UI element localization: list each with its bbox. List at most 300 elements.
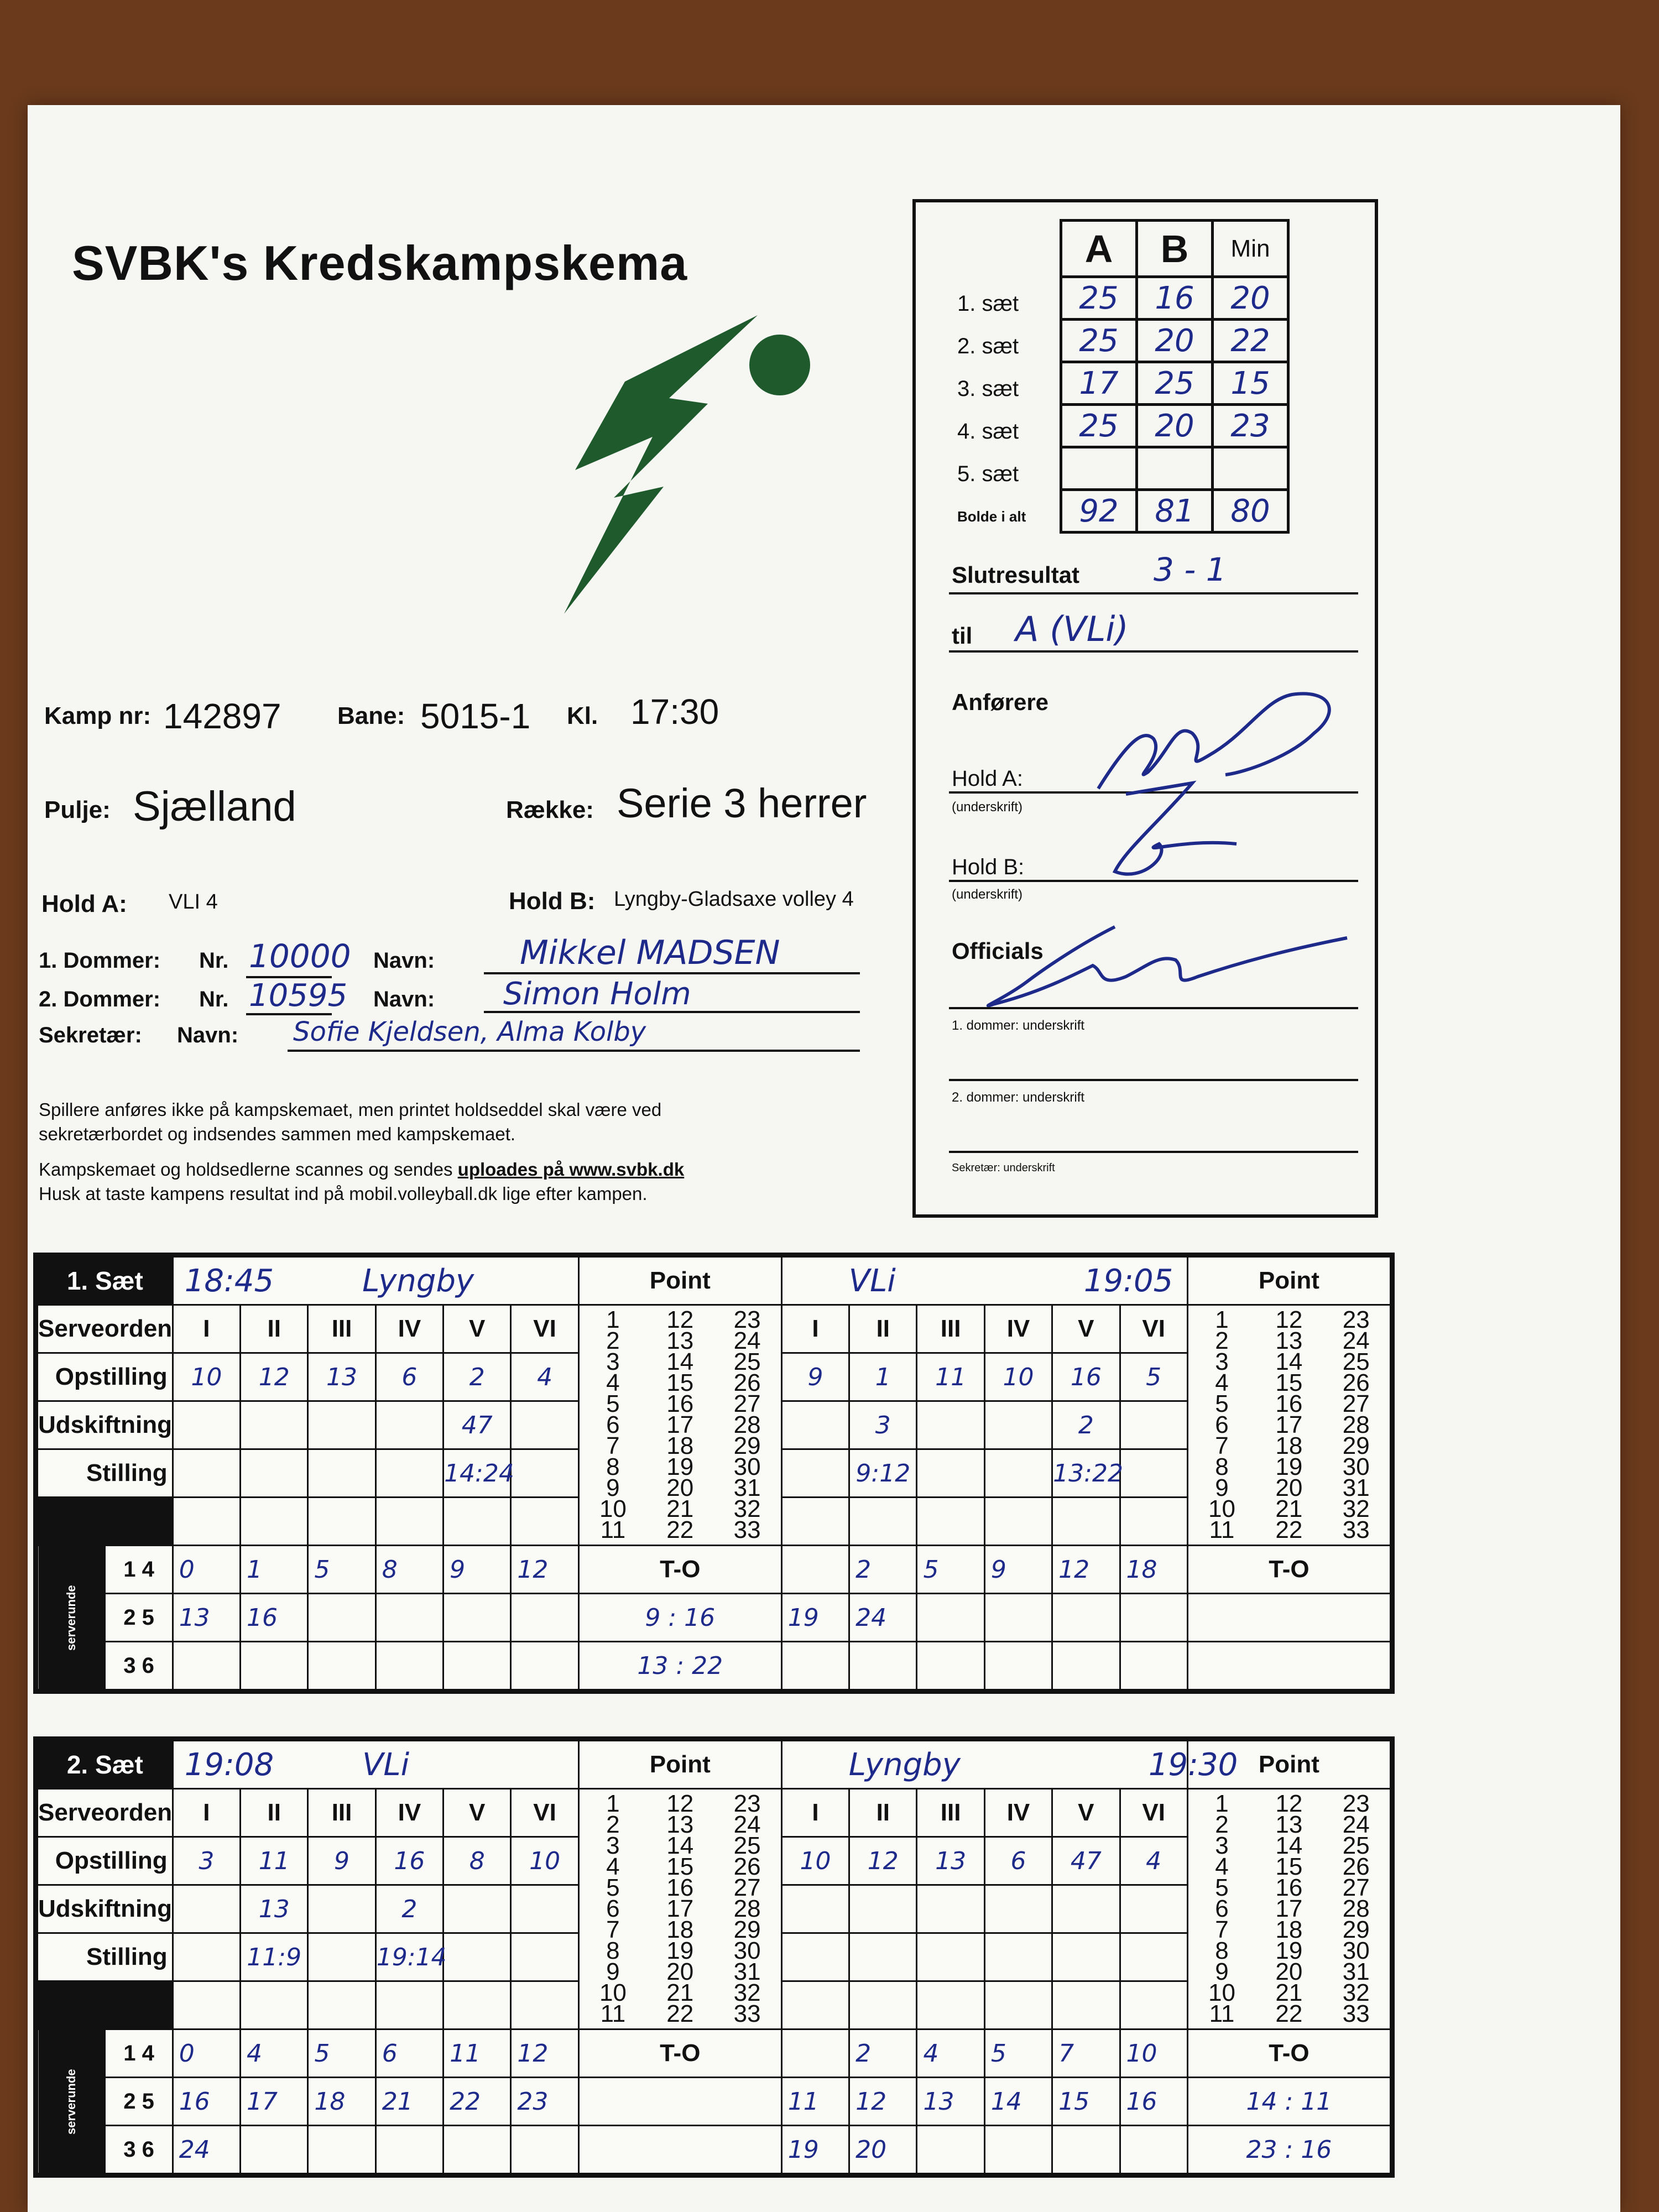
point-number[interactable]: 13 (1275, 1327, 1303, 1354)
point-number[interactable]: 24 (1342, 1327, 1370, 1354)
point-number[interactable]: 29 (1342, 1432, 1370, 1459)
set1-row-blank (38, 1498, 173, 1546)
set1-right-serveorden-6: VI (1120, 1305, 1187, 1353)
set2-left-round-2-2: 17 (241, 2078, 308, 2126)
point-number[interactable]: 24 (1342, 1811, 1370, 1838)
point-number[interactable]: 30 (733, 1453, 761, 1480)
point-number[interactable]: 9 (606, 1958, 620, 1985)
point-number[interactable]: 21 (1275, 1979, 1303, 2006)
point-number[interactable]: 18 (1275, 1916, 1303, 1943)
set2-right-team: Lyngby (848, 1746, 961, 1783)
set3-min: 15 (1213, 362, 1288, 405)
set1-right-round-2-2: 24 (849, 1594, 917, 1642)
set2-right-round-3-1: 19 (781, 2126, 849, 2174)
point-number[interactable]: 31 (1342, 1474, 1370, 1501)
set1-left-opstilling-2: 12 (241, 1353, 308, 1401)
point-number[interactable]: 12 (666, 1790, 694, 1817)
point-number[interactable]: 21 (1275, 1495, 1303, 1522)
point-number[interactable]: 5 (606, 1874, 620, 1901)
set2-right-stilling-4 (984, 1933, 1052, 1981)
point-number[interactable]: 5 (1215, 1874, 1229, 1901)
set1-row-stilling: Stilling (38, 1449, 173, 1498)
set1-serverunde-label: serverunde (38, 1546, 105, 1690)
point-number[interactable]: 26 (733, 1853, 761, 1880)
set2-right-udskiftning-1 (781, 1885, 849, 1933)
point-number[interactable]: 18 (666, 1916, 694, 1943)
note-line-3a: Kampskemaet og holdsedlerne scannes og sendes (39, 1159, 458, 1180)
total-min: 80 (1213, 490, 1288, 533)
set2-right-udskiftning-5 (1052, 1885, 1120, 1933)
point-number[interactable]: 32 (1342, 1979, 1370, 2006)
set2-row-blank (38, 1981, 173, 2030)
point-number[interactable]: 14 (1275, 1348, 1303, 1375)
set-2-section (33, 1736, 1395, 2178)
set2-right-round-3-4 (984, 2126, 1052, 2174)
set1-left-header (173, 1257, 578, 1305)
kl-value: 17:30 (630, 692, 719, 732)
point-number[interactable]: 7 (606, 1432, 620, 1459)
set2-left-stilling-1 (173, 1933, 240, 1981)
point-number[interactable]: 16 (1275, 1390, 1303, 1417)
point-number[interactable]: 24 (733, 1811, 761, 1838)
set2-left-point-ladder (578, 1789, 781, 2030)
raekke-value: Serie 3 herrer (617, 780, 867, 826)
point-number[interactable]: 32 (733, 1979, 761, 2006)
point-number[interactable]: 17 (666, 1411, 694, 1438)
point-number[interactable]: 4 (606, 1853, 620, 1880)
point-number[interactable]: 7 (1215, 1432, 1229, 1459)
point-number[interactable]: 11 (1209, 1516, 1235, 1543)
set2-left-round-2-1: 16 (173, 2078, 240, 2126)
point-number[interactable]: 9 (606, 1474, 620, 1501)
point-number[interactable]: 5 (606, 1390, 620, 1417)
set1-left-serveorden-2: II (241, 1305, 308, 1353)
point-number[interactable]: 26 (733, 1369, 761, 1396)
point-number[interactable]: 2 (1215, 1811, 1229, 1838)
set1-right-round-3-2 (849, 1642, 917, 1690)
set2-right-blank-2 (849, 1981, 917, 2030)
set2-left-stilling-3 (308, 1933, 375, 1981)
set1-left-timeout-1: 9 : 16 (578, 1594, 781, 1642)
set1-left-stilling-3 (308, 1449, 375, 1498)
point-number[interactable]: 11 (600, 2000, 626, 2027)
point-number[interactable]: 30 (1342, 1453, 1370, 1480)
point-number[interactable]: 13 (666, 1327, 694, 1354)
point-number[interactable]: 7 (606, 1916, 620, 1943)
point-number[interactable]: 28 (733, 1411, 761, 1438)
point-number[interactable]: 15 (1275, 1853, 1303, 1880)
point-number[interactable]: 17 (1275, 1411, 1303, 1438)
set1-left-opstilling-6: 4 (511, 1353, 578, 1401)
set2-left-blank-6 (511, 1981, 578, 2030)
set2-b: 20 (1137, 320, 1213, 362)
d2-navn-label: Navn: (373, 987, 435, 1011)
set1-right-blank-6 (1120, 1498, 1187, 1546)
point-number[interactable]: 32 (1342, 1495, 1370, 1522)
col-min: Min (1213, 221, 1288, 277)
set2-right-blank-3 (917, 1981, 984, 2030)
set2-left-timeout-label: T-O (578, 2030, 781, 2078)
point-number[interactable]: 17 (666, 1895, 694, 1922)
point-number[interactable]: 16 (666, 1874, 694, 1901)
set1-left-round-1-1: 0 (173, 1546, 240, 1594)
point-number[interactable]: 9 (1215, 1474, 1229, 1501)
set1-right-timeout-1 (1187, 1594, 1390, 1642)
set1-right-stilling-3 (917, 1449, 984, 1498)
point-number[interactable]: 25 (1342, 1832, 1370, 1859)
point-number[interactable]: 24 (733, 1327, 761, 1354)
set1-left-udskiftning-1 (173, 1401, 240, 1449)
hold-a-value: VLI 4 (169, 890, 218, 914)
sek-navn-label: Navn: (177, 1023, 239, 1047)
point-number[interactable]: 33 (733, 1516, 761, 1543)
point-number[interactable]: 21 (666, 1979, 694, 2006)
total-a: 92 (1061, 490, 1137, 533)
hold-b-value: Lyngby-Gladsaxe volley 4 (614, 888, 854, 911)
point-number[interactable]: 25 (733, 1348, 761, 1375)
set2-left-serveorden-1: I (173, 1789, 240, 1837)
set1-right-opstilling-1: 9 (781, 1353, 849, 1401)
point-number[interactable]: 20 (1275, 1958, 1303, 1985)
set2-left-round-2-4: 21 (375, 2078, 443, 2126)
set1-right-udskiftning-4 (984, 1401, 1052, 1449)
point-number[interactable]: 23 (1342, 1790, 1370, 1817)
point-number[interactable]: 10 (599, 1495, 627, 1522)
set2-left-blank-3 (308, 1981, 375, 2030)
set1-a: 25 (1061, 277, 1137, 320)
point-number[interactable]: 25 (733, 1832, 761, 1859)
point-number[interactable]: 23 (733, 1790, 761, 1817)
kamp-nr: 142897 (163, 696, 281, 736)
point-number[interactable]: 25 (1342, 1348, 1370, 1375)
point-number[interactable]: 12 (1275, 1306, 1303, 1333)
set1-left-blank-4 (375, 1498, 443, 1546)
point-number[interactable]: 17 (1275, 1895, 1303, 1922)
set2-right-round-1-1 (781, 2030, 849, 2078)
point-number[interactable]: 3 (606, 1832, 620, 1859)
set1-end-time: 19:05 (1083, 1262, 1173, 1299)
set1-right-blank-1 (781, 1498, 849, 1546)
set1-right-opstilling-4: 10 (984, 1353, 1052, 1401)
upload-link[interactable]: uploades på www.svbk.dk (457, 1159, 685, 1180)
point-number[interactable]: 13 (1275, 1811, 1303, 1838)
slutresultat-label: Slutresultat (952, 562, 1080, 588)
set1-left-timeout-label: T-O (578, 1546, 781, 1594)
set2-left-round-2-5: 22 (444, 2078, 511, 2126)
set1-left-blank-3 (308, 1498, 375, 1546)
point-number[interactable]: 22 (666, 1516, 694, 1543)
set2-left-udskiftning-6 (511, 1885, 578, 1933)
set2-right-timeout-1: 14 : 11 (1187, 2078, 1390, 2126)
set2-left-serveorden-2: II (241, 1789, 308, 1837)
point-number[interactable]: 4 (1215, 1369, 1229, 1396)
set1-left-blank-6 (511, 1498, 578, 1546)
point-number[interactable]: 11 (1209, 2000, 1235, 2027)
point-number[interactable]: 33 (1342, 2000, 1370, 2027)
set2-left-round-1-5: 11 (444, 2030, 511, 2078)
set1-right-round-3-4 (984, 1642, 1052, 1690)
svbk-logo-icon (531, 304, 841, 636)
officials-label: Officials (952, 938, 1044, 964)
point-number[interactable]: 15 (1275, 1369, 1303, 1396)
point-number[interactable]: 14 (666, 1832, 694, 1859)
point-number[interactable]: 2 (1215, 1327, 1229, 1354)
point-number[interactable]: 15 (666, 1369, 694, 1396)
point-number[interactable]: 14 (1275, 1832, 1303, 1859)
point-number[interactable]: 31 (1342, 1958, 1370, 1985)
page-title: SVBK's Kredskampskema (72, 236, 688, 290)
point-number[interactable]: 16 (666, 1390, 694, 1417)
point-number[interactable]: 6 (606, 1411, 620, 1438)
set2-start-time: 19:08 (184, 1746, 274, 1783)
point-number[interactable]: 1 (1215, 1306, 1229, 1333)
point-number[interactable]: 2 (606, 1811, 620, 1838)
set2-left-opstilling-6: 10 (511, 1837, 578, 1885)
set1-right-round-3-5 (1052, 1642, 1120, 1690)
point-number[interactable]: 20 (666, 1958, 694, 1985)
point-number[interactable]: 29 (1342, 1916, 1370, 1943)
captain-b-signature-icon (1093, 772, 1259, 905)
result-box (912, 199, 1378, 1218)
set1-left-opstilling-1: 10 (173, 1353, 240, 1401)
set1-left-round-1-3: 5 (308, 1546, 375, 1594)
point-number[interactable]: 11 (600, 1516, 626, 1543)
set1-right-udskiftning-6 (1120, 1401, 1187, 1449)
set2-left-stilling-6 (511, 1933, 578, 1981)
point-number[interactable]: 8 (1215, 1937, 1229, 1964)
point-number[interactable]: 9 (1215, 1958, 1229, 1985)
set2-right-round-2-1: 11 (781, 2078, 849, 2126)
set1-right-blank-3 (917, 1498, 984, 1546)
point-number[interactable]: 3 (1215, 1348, 1229, 1375)
set2-left-serveorden-5: V (444, 1789, 511, 1837)
set1-right-serveorden-1: I (781, 1305, 849, 1353)
set2-left-round-1-1: 0 (173, 2030, 240, 2078)
set1-left-udskiftning-5: 47 (444, 1401, 511, 1449)
set2-left-round-1-4: 6 (375, 2030, 443, 2078)
point-number[interactable]: 18 (1275, 1432, 1303, 1459)
set2-right-stilling-3 (917, 1933, 984, 1981)
set2-right-round-2-4: 14 (984, 2078, 1052, 2126)
set2-right-round-2-3: 13 (917, 2078, 984, 2126)
set2-serverunde-label: serverunde (38, 2030, 105, 2174)
set2-right-timeout-2: 23 : 16 (1187, 2126, 1390, 2174)
point-number[interactable]: 30 (1342, 1937, 1370, 1964)
point-number[interactable]: 2 (606, 1327, 620, 1354)
set2-right-udskiftning-3 (917, 1885, 984, 1933)
point-number[interactable]: 23 (733, 1306, 761, 1333)
set1-table (36, 1256, 1391, 1691)
set3-label: 3. sæt (957, 377, 1019, 401)
bane-label: Bane: (337, 702, 405, 729)
point-number[interactable]: 21 (666, 1495, 694, 1522)
kamp-label: Kamp nr: (44, 702, 152, 729)
set1-row-udskiftning: Udskiftning (38, 1401, 173, 1449)
point-number[interactable]: 19 (1275, 1937, 1303, 1964)
point-number[interactable]: 22 (1275, 2000, 1303, 2027)
set1-right-round-2-6 (1120, 1594, 1187, 1642)
point-number[interactable]: 26 (1342, 1369, 1370, 1396)
set1-right-round-1-6: 18 (1120, 1546, 1187, 1594)
point-number[interactable]: 28 (1342, 1895, 1370, 1922)
point-number[interactable]: 6 (1215, 1411, 1229, 1438)
point-number[interactable]: 8 (1215, 1453, 1229, 1480)
set2-right-serveorden-1: I (781, 1789, 849, 1837)
set5-b (1137, 447, 1213, 490)
set1-left-udskiftning-3 (308, 1401, 375, 1449)
point-number[interactable]: 15 (666, 1853, 694, 1880)
set1-left-round-1-4: 8 (375, 1546, 443, 1594)
set1-left-serveorden-5: V (444, 1305, 511, 1353)
set1-left-round-1-5: 9 (444, 1546, 511, 1594)
point-number[interactable]: 16 (1275, 1874, 1303, 1901)
set5-min (1213, 447, 1288, 490)
set1-left-blank-5 (444, 1498, 511, 1546)
point-number[interactable]: 14 (666, 1348, 694, 1375)
set2-label: 2. sæt (957, 334, 1019, 358)
d1-sign-label: 1. dommer: underskrift (952, 1018, 1085, 1033)
point-number[interactable]: 20 (1275, 1474, 1303, 1501)
set2-left-round-3-3 (308, 2126, 375, 2174)
point-number[interactable]: 19 (1275, 1453, 1303, 1480)
point-number[interactable]: 28 (1342, 1411, 1370, 1438)
set2-row-serveorden: Serveorden (38, 1789, 173, 1837)
point-number[interactable]: 27 (1342, 1874, 1370, 1901)
set5-label: 5. sæt (957, 462, 1019, 486)
set1-right-udskiftning-3 (917, 1401, 984, 1449)
point-number[interactable]: 6 (1215, 1895, 1229, 1922)
set2-left-opstilling-3: 9 (308, 1837, 375, 1885)
set1-point-label-left: Point (578, 1257, 781, 1305)
set2-right-stilling-1 (781, 1933, 849, 1981)
point-number[interactable]: 28 (733, 1895, 761, 1922)
set2-left-udskiftning-4: 2 (375, 1885, 443, 1933)
point-number[interactable]: 19 (666, 1937, 694, 1964)
point-number[interactable]: 7 (1215, 1916, 1229, 1943)
point-number[interactable]: 32 (733, 1495, 761, 1522)
set1-right-udskiftning-2: 3 (849, 1401, 917, 1449)
set1-left-round-2-1: 13 (173, 1594, 240, 1642)
set1-left-udskiftning-2 (241, 1401, 308, 1449)
set2-left-round-1-3: 5 (308, 2030, 375, 2078)
set1-right-round-1-5: 12 (1052, 1546, 1120, 1594)
set2-left-udskiftning-1 (173, 1885, 240, 1933)
point-number[interactable]: 31 (733, 1958, 761, 1985)
point-number[interactable]: 13 (666, 1811, 694, 1838)
d1-navn-label: Navn: (373, 948, 435, 973)
hold-a-label: Hold A: (41, 890, 127, 917)
point-number[interactable]: 19 (666, 1453, 694, 1480)
point-number[interactable]: 1 (606, 1306, 620, 1333)
point-number[interactable]: 8 (606, 1453, 620, 1480)
set2-left-team: VLi (362, 1746, 410, 1783)
set2-right-blank-1 (781, 1981, 849, 2030)
set1-left-stilling-5: 14:24 (444, 1449, 511, 1498)
point-number[interactable]: 12 (666, 1306, 694, 1333)
set2-right-serveorden-5: V (1052, 1789, 1120, 1837)
point-number[interactable]: 4 (606, 1369, 620, 1396)
point-number[interactable]: 22 (666, 2000, 694, 2027)
point-number[interactable]: 33 (1342, 1516, 1370, 1543)
point-number[interactable]: 12 (1275, 1790, 1303, 1817)
set2-min: 22 (1213, 320, 1288, 362)
set2-right-round-2-2: 12 (849, 2078, 917, 2126)
point-number[interactable]: 27 (733, 1874, 761, 1901)
set2-left-round-3-2 (241, 2126, 308, 2174)
set1-label: 1. sæt (957, 291, 1019, 316)
pulje-value: Sjælland (133, 783, 296, 830)
set1-right-opstilling-6: 5 (1120, 1353, 1187, 1401)
set2-right-serveorden-3: III (917, 1789, 984, 1837)
set1-right-timeout-label: T-O (1187, 1546, 1390, 1594)
set2-right-udskiftning-2 (849, 1885, 917, 1933)
set3-b: 25 (1137, 362, 1213, 405)
point-number[interactable]: 29 (733, 1916, 761, 1943)
set2-right-opstilling-6: 4 (1120, 1837, 1187, 1885)
set2-left-udskiftning-5 (444, 1885, 511, 1933)
set1-left-serveorden-6: VI (511, 1305, 578, 1353)
set2-point-label-left: Point (578, 1741, 781, 1789)
set1-right-stilling-1 (781, 1449, 849, 1498)
point-number[interactable]: 27 (1342, 1390, 1370, 1417)
point-number[interactable]: 27 (733, 1390, 761, 1417)
point-number[interactable]: 1 (606, 1790, 620, 1817)
point-number[interactable]: 33 (733, 2000, 761, 2027)
set2-round-num: 1 4 (105, 2030, 173, 2078)
set1-left-round-2-2: 16 (241, 1594, 308, 1642)
point-number[interactable]: 6 (606, 1895, 620, 1922)
set2-right-round-2-6: 16 (1120, 2078, 1187, 2126)
set1-min: 20 (1213, 277, 1288, 320)
point-number[interactable]: 3 (606, 1348, 620, 1375)
point-number[interactable]: 10 (1208, 1979, 1235, 2006)
point-number[interactable]: 10 (1208, 1495, 1235, 1522)
d2-nr-label: Nr. (199, 987, 229, 1011)
set2-left-stilling-5 (444, 1933, 511, 1981)
set2-right-opstilling-1: 10 (781, 1837, 849, 1885)
point-number[interactable]: 26 (1342, 1853, 1370, 1880)
point-number[interactable]: 29 (733, 1432, 761, 1459)
set1-right-round-1-2: 2 (849, 1546, 917, 1594)
set2-right-blank-4 (984, 1981, 1052, 2030)
point-number[interactable]: 5 (1215, 1390, 1229, 1417)
point-number[interactable]: 30 (733, 1937, 761, 1964)
point-number[interactable]: 8 (606, 1937, 620, 1964)
set2-right-round-1-4: 5 (984, 2030, 1052, 2078)
set2-left-timeout-2 (578, 2126, 781, 2174)
set2-left-round-3-1: 24 (173, 2126, 240, 2174)
point-number[interactable]: 18 (666, 1432, 694, 1459)
set2-right-stilling-2 (849, 1933, 917, 1981)
point-number[interactable]: 3 (1215, 1832, 1229, 1859)
point-number[interactable]: 1 (1215, 1790, 1229, 1817)
sek-sign-label: Sekretær: underskrift (952, 1162, 1055, 1174)
point-number[interactable]: 23 (1342, 1306, 1370, 1333)
set2-right-blank-6 (1120, 1981, 1187, 2030)
point-number[interactable]: 10 (599, 1979, 627, 2006)
set1-right-round-1-3: 5 (917, 1546, 984, 1594)
set4-min: 23 (1213, 405, 1288, 447)
set1-right-timeout-2 (1187, 1642, 1390, 1690)
set2-right-round-3-3 (917, 2126, 984, 2174)
set1-right-opstilling-3: 11 (917, 1353, 984, 1401)
point-number[interactable]: 20 (666, 1474, 694, 1501)
point-number[interactable]: 4 (1215, 1853, 1229, 1880)
set1-right-point-ladder (1187, 1305, 1390, 1546)
raekke-label: Række: (506, 796, 594, 823)
point-number[interactable]: 31 (733, 1474, 761, 1501)
point-number[interactable]: 22 (1275, 1516, 1303, 1543)
